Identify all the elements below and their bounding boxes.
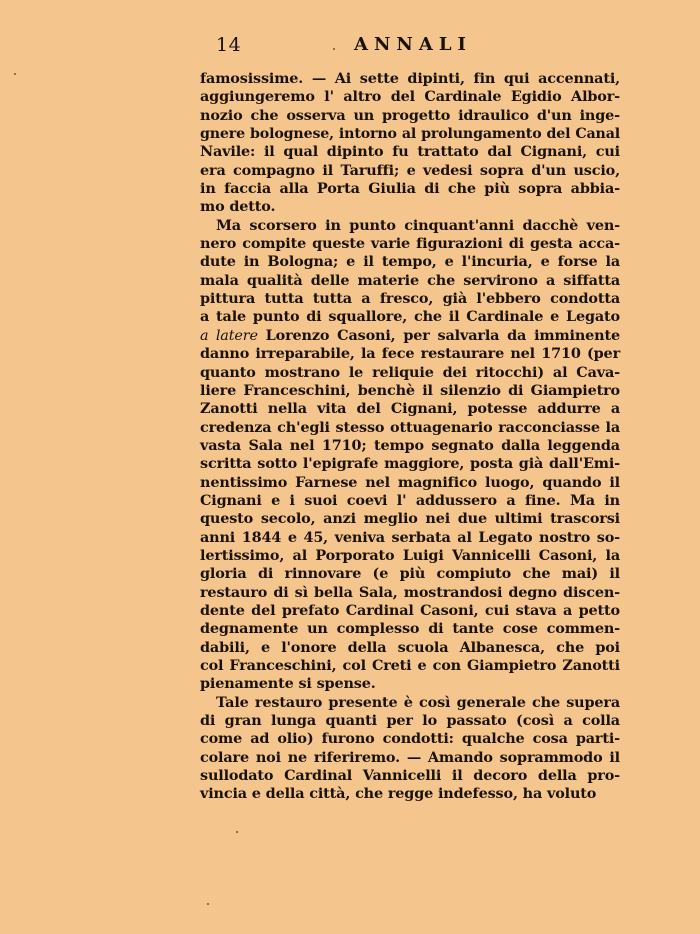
text-line: Ma scorsero in punto cinquant'anni dacchè ven- [216, 216, 620, 234]
text-line: liere Franceschini, benchè il silenzio di Giampietro [200, 381, 620, 399]
text-line: famosissime. — Ai sette dipinti, fin qui accennati, [200, 70, 620, 87]
text-line: a latere Lorenzo Casoni, per salvarla da imminente [200, 326, 620, 344]
text-line: scritta sotto l'epigrafe maggiore, posta già dall'Emi- [200, 455, 620, 473]
text-line: Navile: il qual dipinto fu trattato dal Cignani, cui [200, 143, 620, 161]
paper-speck [207, 903, 209, 905]
text-line: mo detto. [200, 198, 276, 216]
text-line: lertissimo, al Porporato Luigi Vannicelli Casoni, la [200, 546, 620, 564]
text-line: mala qualità delle materie che servirono a siffatta [200, 271, 620, 289]
text-line: restauro di sì bella Sala, mostrandosi degno discen- [200, 583, 620, 601]
text-line: colare noi ne riferiremo. — Amando soprammodo il [200, 748, 620, 766]
text-line: anni 1844 e 45, veniva serbata al Legato nostro so- [200, 528, 620, 546]
text-line: era compagno il Taruffi; e vedesi sopra d'un uscio, [200, 161, 620, 179]
text-line: questo secolo, anzi meglio nei due ultimi trascorsi [200, 510, 620, 528]
text-line: Tale restauro presente è così generale che supera [216, 693, 620, 711]
text-line: dute in Bologna; e il tempo, e l'incuria, e forse la [200, 253, 620, 271]
text-line: aggiungeremo l' altro del Cardinale Egidio Albor- [200, 88, 620, 106]
text-line: vasta Sala nel 1710; tempo segnato dalla leggenda [200, 436, 620, 454]
text-line: dente del prefato Cardinal Casoni, cui stava a petto [200, 601, 620, 619]
text-line: dabili, e l'onore della scuola Albanesca, che poi [200, 638, 620, 656]
page-header [200, 34, 620, 60]
page-number: 14 [216, 34, 242, 56]
text-line: Zanotti nella vita del Cignani, potesse addurre a [200, 400, 620, 418]
text-line: quanto mostrano le reliquie dei ritocchi) al Cava- [200, 363, 620, 381]
text-line: nozio che osserva un progetto idraulico d'un inge- [200, 106, 620, 124]
text-line: nentissimo Farnese nel magnifico luogo, quando il [200, 473, 620, 491]
text-line: in faccia alla Porta Giulia di che più sopra abbia- [200, 180, 620, 198]
paper-speck [333, 48, 335, 50]
paper-speck [14, 73, 16, 75]
body-text [200, 70, 620, 804]
paper-speck [236, 831, 238, 833]
paragraph [200, 217, 620, 694]
text-line: vincia e della città, che regge indefesso, ha voluto [200, 785, 597, 803]
paragraph [200, 694, 620, 804]
text-line: danno irreparabile, la fece restaurare nel 1710 (per [200, 345, 620, 363]
text-line: nero compite queste varie figurazioni di gesta acca- [200, 235, 620, 253]
running-title: ANNALI [354, 34, 472, 55]
text-line: pienamente si spense. [200, 675, 376, 693]
text-line: sullodato Cardinal Vannicelli il decoro della pro- [200, 767, 620, 785]
text-line: credenza ch'egli stesso ottuagenario racconciasse la [200, 418, 620, 436]
text-line: degnamente un complesso di tante cose commen- [200, 620, 620, 638]
text-line: a tale punto di squallore, che il Cardinale e Legato [200, 308, 620, 326]
paragraph [200, 70, 620, 217]
text-line: come ad olio) furono condotti: qualche cosa parti- [200, 730, 620, 748]
text-line: gnere bolognese, intorno al prolungamento del Canal [200, 126, 620, 143]
text-line: Cignani e i suoi coevi l' addussero a fine. Ma in [200, 491, 620, 509]
text-line: di gran lunga quanti per lo passato (così a colla [200, 712, 620, 730]
text-line: col Franceschini, col Creti e con Giampietro Zanotti [200, 657, 620, 674]
text-line: pittura tutta tutta a fresco, già l'ebbero condotta [200, 290, 620, 308]
text-line: gloria di rinnovare (e più compiuto che mai) il [200, 565, 620, 583]
